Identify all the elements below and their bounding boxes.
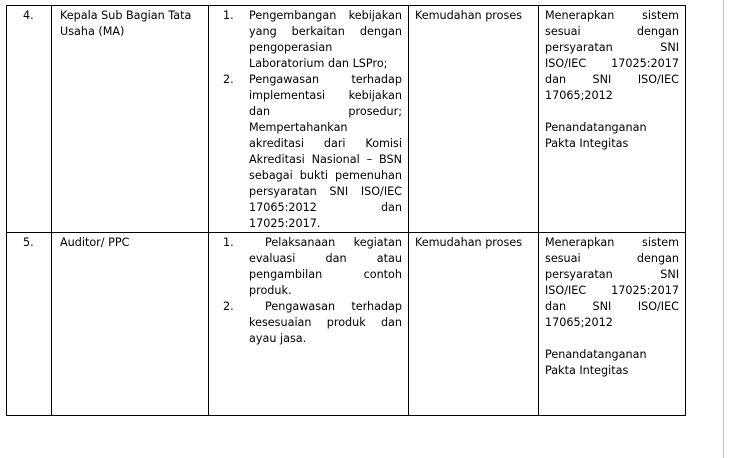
commitment-text: Menerapkan sistem sesuai dengan persyaratan SNI ISO/IEC 17025:2017 dan SNI ISO/IEC 17065;2012 (545, 236, 679, 329)
commitment-cell (539, 233, 686, 416)
commitment-text: Menerapkan sistem sesuai dengan persyaratan SNI ISO/IEC 17025:2017 dan SNI ISO/IEC 17065;2012 (545, 9, 679, 102)
spacer (545, 104, 679, 120)
list-item-number: 2. (223, 73, 234, 86)
position-title: Kepala Sub Bagian Tata Usaha (MA) (52, 6, 209, 233)
row-number: 5. (7, 233, 52, 416)
table-row (7, 6, 686, 233)
responsibility-table (6, 5, 686, 416)
list-item-text: Pengawasan terhadap implementasi kebijakan dan prosedur; Mempertahankan akreditasi dari Komisi Akreditasi Nasional – BSN sebagai bukti pemenuhan persyaratan SNI ISO/IEC 17065:2012 dan 17025:2017. (249, 73, 402, 230)
position-title: Auditor/ PPC (52, 233, 209, 416)
list-item (209, 235, 402, 299)
commitment-text: Penandatanganan Pakta Integitas (545, 121, 647, 150)
list-item (209, 72, 402, 232)
benefit-cell: Kemudahan proses (409, 6, 539, 233)
duties-cell (209, 6, 409, 233)
list-item (209, 8, 402, 72)
benefit-cell: Kemudahan proses (409, 233, 539, 416)
spacer (545, 331, 679, 347)
duties-cell (209, 233, 409, 416)
list-item-number: 1. (223, 9, 234, 22)
list-item-number: 2. (223, 300, 234, 313)
commitment-cell (539, 6, 686, 233)
page-edge-divider (723, 0, 724, 458)
list-item-text: Pelaksanaan kegiatan evaluasi dan atau pengambilan contoh produk. (249, 236, 402, 297)
list-item-text: Pengembangan kebijakan yang berkaitan dengan pengoperasian Laboratorium dan LSPro; (249, 9, 402, 70)
list-item-number: 1. (223, 236, 234, 249)
list-item-text: Pengawasan terhadap kesesuaian produk dan ayau jasa. (249, 300, 402, 345)
table-row (7, 233, 686, 416)
commitment-text: Penandatanganan Pakta Integitas (545, 348, 647, 377)
row-number: 4. (7, 6, 52, 233)
duty-list (209, 235, 402, 347)
duty-list (209, 8, 402, 232)
list-item (209, 299, 402, 347)
